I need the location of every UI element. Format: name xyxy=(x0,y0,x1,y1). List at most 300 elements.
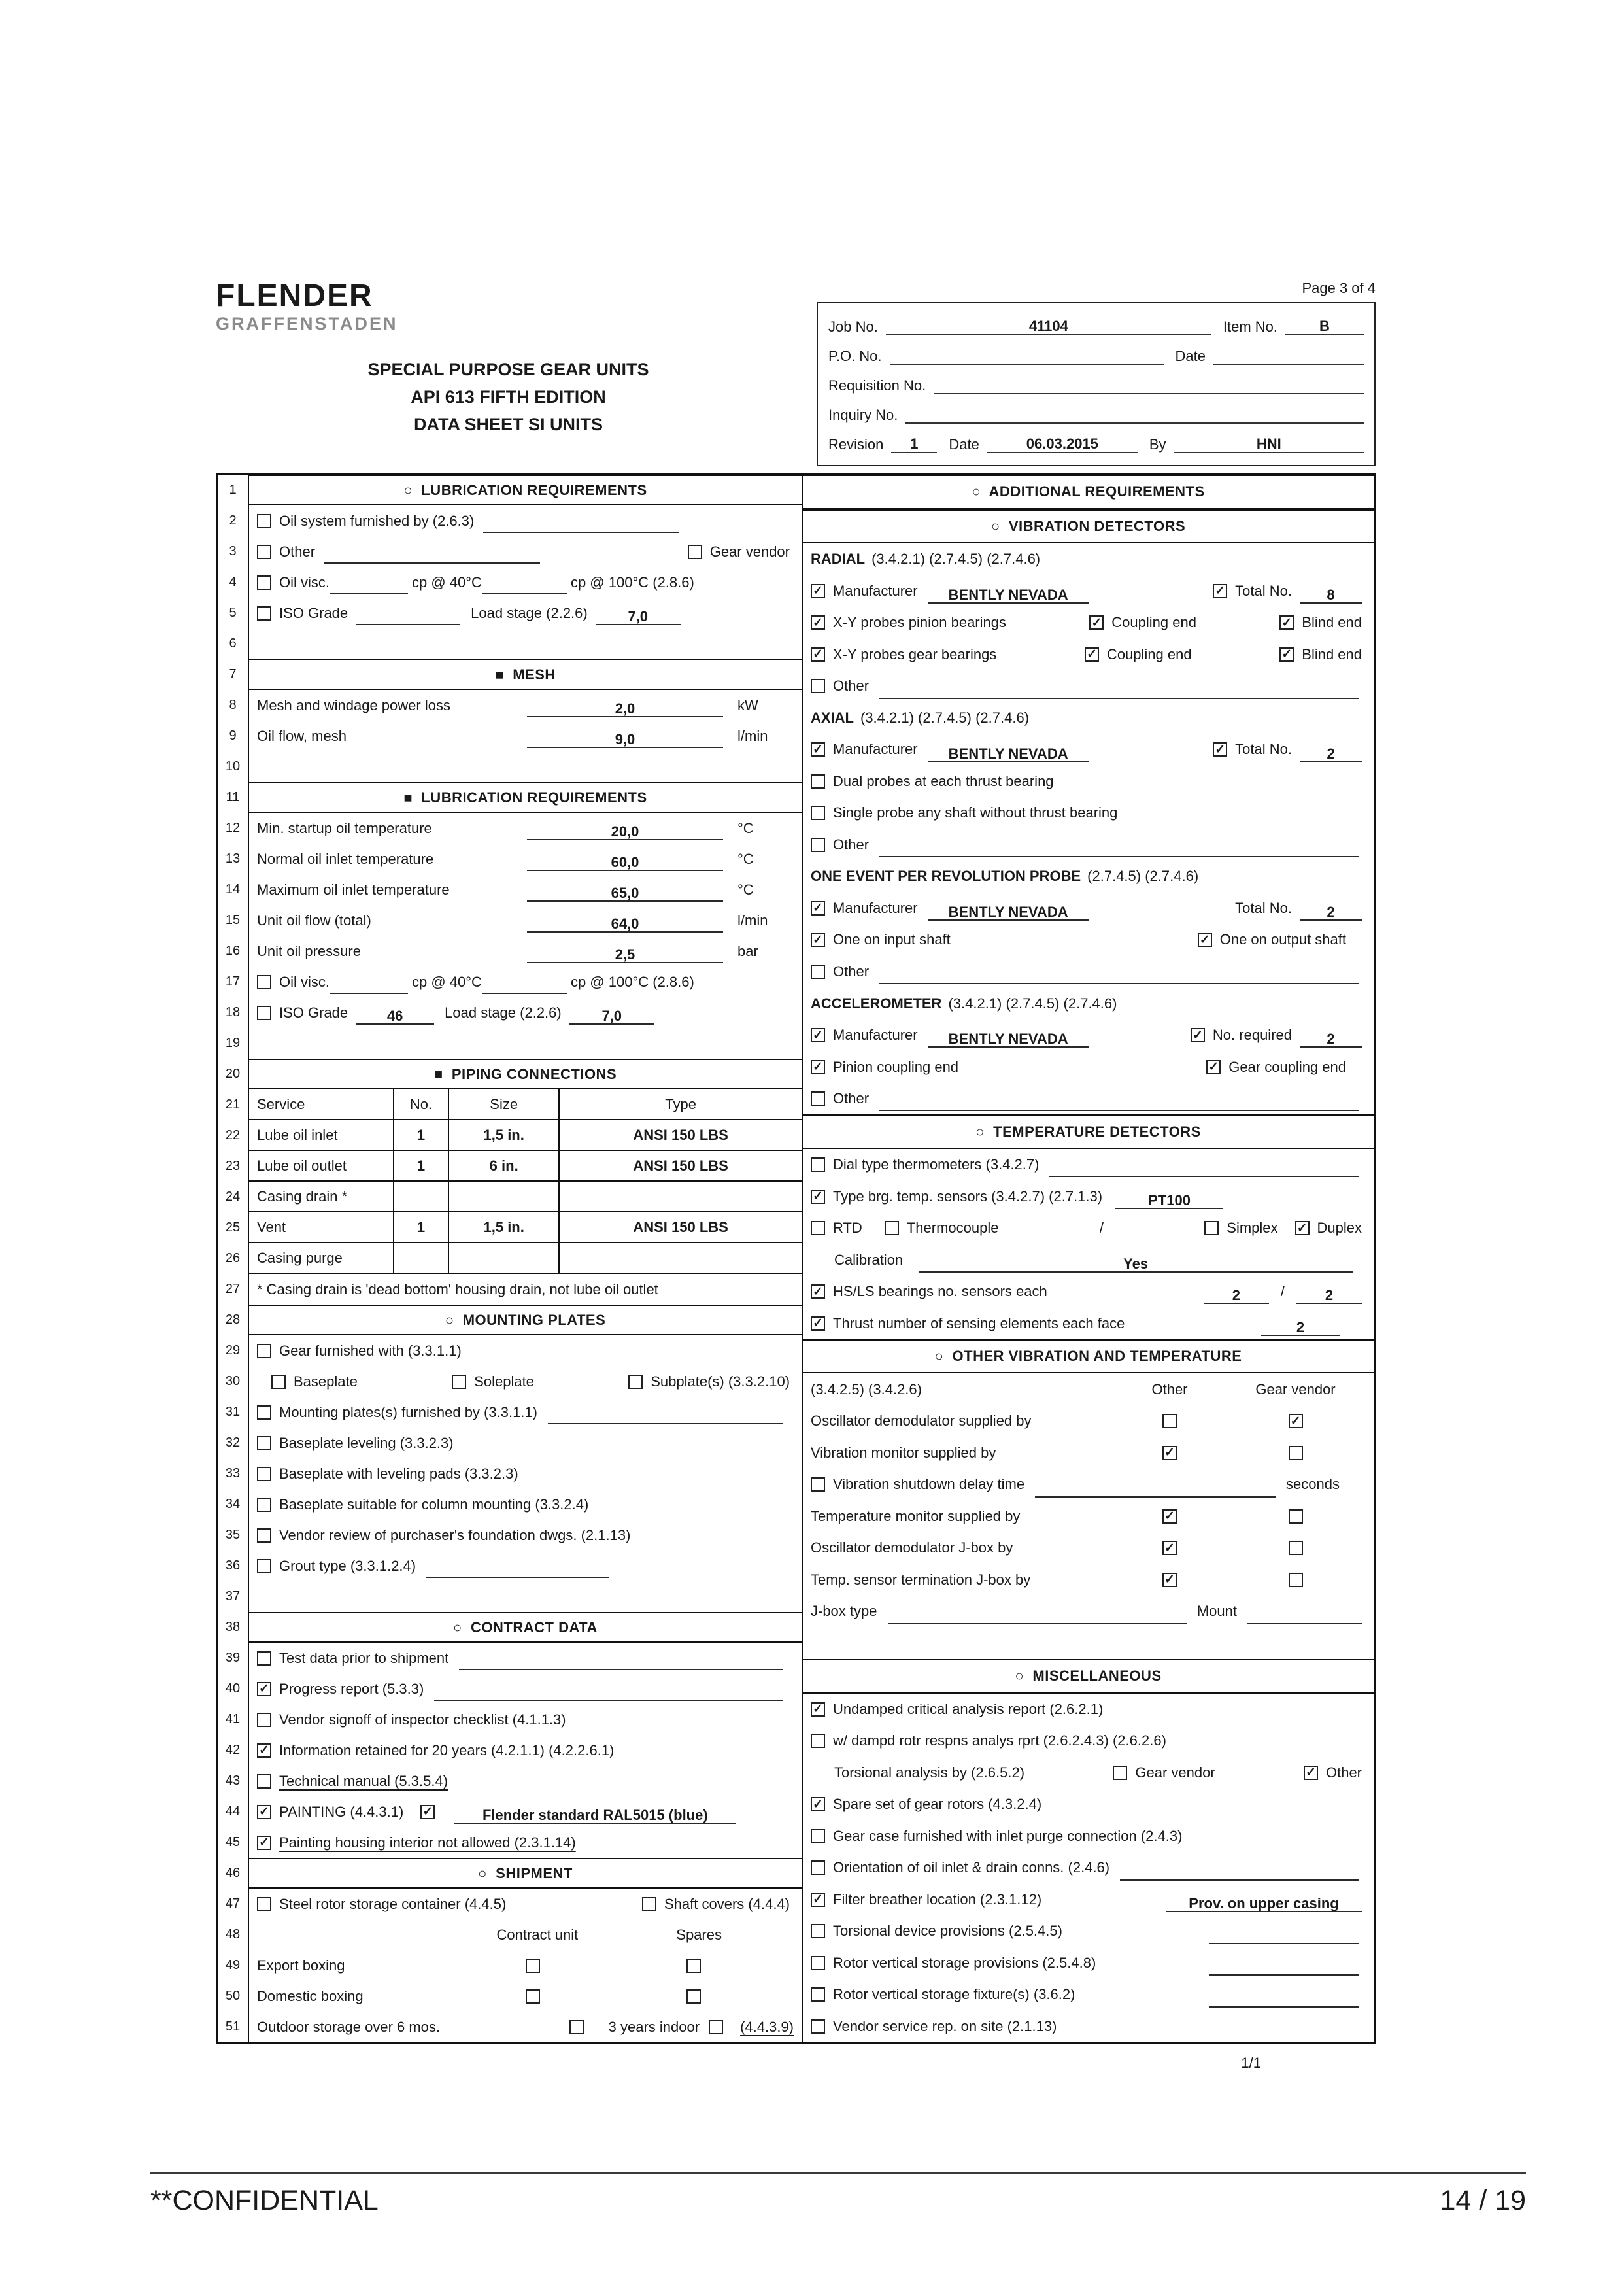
form-row xyxy=(803,639,1374,671)
checkbox[interactable] xyxy=(257,545,271,559)
label: Subplate(s) (3.3.2.10) xyxy=(651,1373,790,1390)
form-row xyxy=(803,1501,1374,1533)
checkbox-checked[interactable]: ✓ xyxy=(257,1743,271,1758)
label: X-Y probes pinion bearings xyxy=(833,614,1006,631)
fill-in-value[interactable]: 64,0 xyxy=(527,910,723,933)
fill-in-value[interactable] xyxy=(330,972,408,994)
checkbox-checked[interactable]: ✓ xyxy=(811,1284,825,1299)
row-number: 12 xyxy=(218,813,249,844)
form-row xyxy=(803,1628,1374,1660)
checkbox-checked[interactable]: ✓ xyxy=(1162,1573,1177,1587)
row-number: 45 xyxy=(218,1827,249,1858)
checkbox[interactable] xyxy=(811,1091,825,1106)
form-row xyxy=(218,536,802,567)
form-row xyxy=(803,1979,1374,2011)
label: Other xyxy=(279,543,316,560)
label: ACCELEROMETER xyxy=(811,995,942,1012)
row-number: 40 xyxy=(218,1673,249,1704)
checkbox[interactable] xyxy=(811,1829,825,1843)
fill-in-value[interactable]: 2,0 xyxy=(527,695,723,717)
checkbox[interactable] xyxy=(811,1157,825,1172)
checkbox[interactable] xyxy=(1289,1446,1303,1460)
label: Oil visc. xyxy=(279,574,330,591)
row-number: 27 xyxy=(218,1274,249,1305)
row-number: 47 xyxy=(218,1889,249,1919)
label: Information retained for 20 years (4.2.1.1) (4.2.2.6.1) xyxy=(279,1741,615,1758)
row-number: 11 xyxy=(218,782,249,813)
label: Export boxing xyxy=(257,1957,345,1974)
label: Baseplate with leveling pads (3.3.2.3) xyxy=(279,1465,518,1482)
checkbox[interactable] xyxy=(811,1987,825,2002)
fill-in-value[interactable] xyxy=(1247,1602,1362,1624)
fill-in-value[interactable]: BENTLY NEVADA xyxy=(928,1025,1089,1048)
label: Shaft covers (4.4.4) xyxy=(664,1895,790,1912)
checkbox-checked[interactable]: ✓ xyxy=(1213,742,1227,757)
label: Normal oil inlet temperature xyxy=(257,850,434,867)
checkbox-checked[interactable]: ✓ xyxy=(1279,615,1294,630)
checkbox-checked[interactable]: ✓ xyxy=(811,1702,825,1717)
label: X-Y probes gear bearings xyxy=(833,645,997,662)
checkbox-checked[interactable]: ✓ xyxy=(811,1893,825,1907)
form-row xyxy=(803,893,1374,925)
form-row xyxy=(218,1366,802,1397)
form-row xyxy=(218,874,802,905)
form-row xyxy=(803,1469,1374,1501)
fill-in-value[interactable] xyxy=(879,677,1359,699)
po-no-value[interactable] xyxy=(890,345,1164,365)
form-row-content xyxy=(249,1796,802,1827)
column-header: Other xyxy=(1151,1380,1188,1397)
form-row xyxy=(803,1244,1374,1276)
checkbox-checked[interactable]: ✓ xyxy=(1295,1221,1310,1235)
label: Thermocouple xyxy=(906,1220,999,1237)
fill-in-value[interactable]: PT100 xyxy=(1115,1187,1223,1209)
fill-in-value[interactable]: 7,0 xyxy=(569,1002,654,1025)
fill-in-value[interactable] xyxy=(1049,1155,1359,1177)
label: ISO Grade xyxy=(279,604,348,621)
row-number: 15 xyxy=(218,905,249,936)
label: Spares xyxy=(676,1926,722,1943)
form-row xyxy=(218,1397,802,1428)
checkbox[interactable] xyxy=(569,2020,584,2034)
label: Progress report (5.3.3) xyxy=(279,1680,424,1697)
form-row-content xyxy=(249,2012,802,2042)
checkbox[interactable] xyxy=(1113,1766,1127,1780)
revision-date-label: Date xyxy=(949,436,979,453)
checkbox-checked[interactable]: ✓ xyxy=(1198,933,1212,947)
fill-in-value[interactable]: 20,0 xyxy=(527,818,723,840)
by-value[interactable]: HNI xyxy=(1174,434,1364,453)
form-row xyxy=(218,1858,802,1889)
checkbox-checked[interactable]: ✓ xyxy=(1279,647,1294,662)
checkbox[interactable] xyxy=(628,1375,643,1389)
row-number: 33 xyxy=(218,1458,249,1489)
row-number: 30 xyxy=(218,1366,249,1397)
job-line-4 xyxy=(828,397,1364,426)
row-number: 4 xyxy=(218,567,249,598)
row-number: 48 xyxy=(218,1919,249,1950)
fill-in-value[interactable]: 60,0 xyxy=(527,849,723,871)
fill-in-value[interactable]: 46 xyxy=(356,1002,434,1025)
fill-in-value[interactable] xyxy=(356,603,460,625)
form-row xyxy=(218,1520,802,1551)
checkbox[interactable] xyxy=(686,1959,701,1973)
label: Coupling end xyxy=(1111,614,1196,631)
grid-cell xyxy=(1225,1541,1366,1555)
piping-cell: Casing purge xyxy=(257,1249,343,1266)
piping-cell xyxy=(558,1243,802,1273)
row-number: 29 xyxy=(218,1335,249,1366)
form-row xyxy=(803,1083,1374,1115)
label: / xyxy=(1280,1283,1285,1300)
section-header: ○ ADDITIONAL REQUIREMENTS xyxy=(803,475,1374,509)
checkbox[interactable] xyxy=(257,975,271,989)
fill-in-value[interactable] xyxy=(879,962,1359,984)
checkbox[interactable] xyxy=(526,1989,540,2004)
revision-label: Revision xyxy=(828,436,884,453)
checkbox[interactable] xyxy=(257,1467,271,1481)
label: Load stage (2.2.6) xyxy=(471,604,588,621)
piping-cell: No. xyxy=(393,1089,448,1119)
fill-in-value[interactable] xyxy=(482,572,567,594)
item-no-value[interactable]: B xyxy=(1285,316,1364,335)
label: Dual probes at each thrust bearing xyxy=(833,772,1054,789)
label: 3 years indoor xyxy=(608,2018,700,2035)
row-number: 21 xyxy=(218,1089,249,1120)
checkbox-checked[interactable]: ✓ xyxy=(811,1028,825,1042)
fill-in-value[interactable]: BENTLY NEVADA xyxy=(928,899,1089,921)
label: (2.7.4.5) (2.7.4.6) xyxy=(1087,868,1199,885)
label: Vendor signoff of inspector checklist (4.1.1.3) xyxy=(279,1711,566,1728)
datasheet-table xyxy=(216,473,1376,2044)
checkbox[interactable] xyxy=(709,2020,723,2034)
fill-in-value[interactable] xyxy=(330,572,408,594)
checkbox[interactable] xyxy=(811,806,825,820)
form-row xyxy=(218,1889,802,1919)
checkbox[interactable] xyxy=(257,1436,271,1450)
checkbox[interactable] xyxy=(811,1924,825,1938)
checkbox[interactable] xyxy=(257,1897,271,1911)
piping-cell xyxy=(448,1243,558,1273)
checkbox-checked[interactable]: ✓ xyxy=(1213,584,1227,598)
unit-label: l/min xyxy=(737,912,768,929)
checkbox-checked[interactable]: ✓ xyxy=(811,1060,825,1074)
form-row xyxy=(218,1796,802,1827)
fill-in-value[interactable]: 8 xyxy=(1300,581,1362,604)
form-row-content xyxy=(249,1028,802,1059)
checkbox[interactable] xyxy=(811,679,825,693)
fill-in-value[interactable]: 2,5 xyxy=(527,941,723,963)
form-row-content xyxy=(249,598,802,628)
checkbox[interactable] xyxy=(885,1221,899,1235)
fill-in-value[interactable] xyxy=(879,835,1359,857)
fill-in-value[interactable]: 2 xyxy=(1296,1282,1362,1304)
checkbox[interactable] xyxy=(688,545,702,559)
form-row xyxy=(218,1120,802,1151)
piping-cell: Service xyxy=(257,1095,305,1112)
row-number: 23 xyxy=(218,1151,249,1182)
form-row xyxy=(803,1212,1374,1244)
form-row xyxy=(803,734,1374,766)
section-header: ○ MISCELLANEOUS xyxy=(803,1659,1374,1694)
document-title xyxy=(216,356,801,439)
piping-table-row xyxy=(249,1120,802,1151)
form-row xyxy=(803,1307,1374,1339)
checkbox[interactable] xyxy=(257,606,271,621)
fill-in-value[interactable]: 2 xyxy=(1261,1314,1340,1336)
piping-cell xyxy=(393,1182,448,1211)
form-row xyxy=(218,1673,802,1704)
row-number: 49 xyxy=(218,1950,249,1981)
checkbox[interactable] xyxy=(811,838,825,852)
checkbox[interactable] xyxy=(257,575,271,590)
form-row xyxy=(218,1089,802,1120)
row-number: 13 xyxy=(218,844,249,874)
checkbox-checked[interactable]: ✓ xyxy=(1089,615,1104,630)
checkbox-checked[interactable]: ✓ xyxy=(811,647,825,662)
row-number: 28 xyxy=(218,1305,249,1335)
grid-cell xyxy=(1114,1541,1225,1555)
checkbox-checked[interactable]: ✓ xyxy=(1162,1509,1177,1524)
checkbox[interactable] xyxy=(811,774,825,789)
inquiry-no-value[interactable] xyxy=(905,404,1364,424)
form-row xyxy=(803,1947,1374,1979)
checkbox[interactable] xyxy=(811,965,825,979)
label: Other xyxy=(833,963,870,980)
checkbox-checked[interactable]: ✓ xyxy=(1162,1446,1177,1460)
checkbox-checked[interactable]: ✓ xyxy=(811,1316,825,1331)
label: (3.4.2.5) (3.4.2.6) xyxy=(811,1380,922,1397)
column-header: Gear vendor xyxy=(1255,1380,1336,1397)
fill-in-value[interactable] xyxy=(1209,1953,1359,1976)
checkbox[interactable] xyxy=(257,1713,271,1727)
label: Coupling end xyxy=(1106,645,1192,662)
checkbox-checked[interactable]: ✓ xyxy=(257,1805,271,1819)
row-number: 42 xyxy=(218,1735,249,1766)
fill-in-value[interactable] xyxy=(888,1602,1187,1624)
label: Vibration monitor supplied by xyxy=(811,1444,996,1461)
checkbox[interactable] xyxy=(257,1528,271,1543)
checkbox-checked[interactable]: ✓ xyxy=(811,584,825,598)
inquiry-no-label: Inquiry No. xyxy=(828,407,898,423)
checkbox-checked[interactable]: ✓ xyxy=(1289,1414,1303,1428)
checkbox-checked[interactable]: ✓ xyxy=(1304,1766,1318,1780)
checkbox[interactable] xyxy=(271,1375,286,1389)
label: Baseplate leveling (3.3.2.3) xyxy=(279,1434,454,1451)
fill-in-value[interactable]: 65,0 xyxy=(527,880,723,902)
revision-date-value[interactable]: 06.03.2015 xyxy=(987,434,1138,453)
fill-in-value[interactable]: 2 xyxy=(1204,1282,1269,1304)
form-row-content xyxy=(249,1551,802,1581)
checkbox[interactable] xyxy=(1289,1541,1303,1555)
fill-in-value[interactable] xyxy=(1120,1859,1359,1881)
requisition-no-label: Requisition No. xyxy=(828,377,926,394)
checkbox-checked[interactable]: ✓ xyxy=(811,615,825,630)
form-row xyxy=(803,956,1374,988)
checkbox-checked[interactable]: ✓ xyxy=(257,1682,271,1696)
form-row xyxy=(803,1821,1374,1853)
form-row-content xyxy=(249,690,802,721)
fill-in-value[interactable] xyxy=(459,1648,783,1670)
fill-in-value[interactable]: 2 xyxy=(1300,1025,1362,1048)
checkbox[interactable] xyxy=(257,1344,271,1358)
label: ISO Grade xyxy=(279,1004,348,1021)
piping-cell: 1 xyxy=(393,1212,448,1242)
fill-in-value[interactable] xyxy=(1209,1922,1359,1944)
fill-in-value[interactable]: BENTLY NEVADA xyxy=(928,740,1089,762)
fill-in-value[interactable]: Prov. on upper casing xyxy=(1166,1890,1362,1912)
form-row xyxy=(218,1243,802,1274)
label: Total No. xyxy=(1235,899,1292,916)
fill-in-value[interactable] xyxy=(482,972,567,994)
fill-in-value[interactable] xyxy=(1209,1985,1359,2008)
checkbox-checked[interactable]: ✓ xyxy=(811,1190,825,1204)
form-row xyxy=(218,1981,802,2012)
row-number: 19 xyxy=(218,1028,249,1059)
form-row xyxy=(218,1182,802,1212)
label: One on input shaft xyxy=(833,931,951,948)
checkbox[interactable] xyxy=(1162,1414,1177,1428)
piping-cell: Lube oil outlet xyxy=(257,1157,347,1174)
right-column xyxy=(803,475,1374,2042)
label: Rotor vertical storage fixture(s) (3.6.2) xyxy=(833,1986,1075,2003)
form-row xyxy=(803,1915,1374,1947)
header-right xyxy=(801,280,1376,466)
label: Unit oil pressure xyxy=(257,942,361,959)
checkbox[interactable] xyxy=(257,1651,271,1666)
form-row xyxy=(218,721,802,751)
checkbox[interactable] xyxy=(1289,1509,1303,1524)
fill-in-value[interactable] xyxy=(483,511,679,533)
form-row xyxy=(803,1149,1374,1181)
checkbox[interactable] xyxy=(642,1897,656,1911)
checkbox[interactable] xyxy=(811,1956,825,1970)
checkbox[interactable] xyxy=(811,1860,825,1875)
checkbox[interactable] xyxy=(811,1221,825,1235)
form-row xyxy=(218,813,802,844)
piping-cell: Type xyxy=(558,1089,802,1119)
fill-in-value[interactable] xyxy=(426,1556,609,1578)
checkbox-checked[interactable]: ✓ xyxy=(1085,647,1099,662)
row-number: 34 xyxy=(218,1489,249,1520)
fill-in-value[interactable]: 2 xyxy=(1300,740,1362,762)
fill-in-value[interactable] xyxy=(434,1679,783,1701)
checkbox[interactable] xyxy=(257,1774,271,1789)
checkbox-checked[interactable]: ✓ xyxy=(811,742,825,757)
checkbox[interactable] xyxy=(1289,1573,1303,1587)
date-value[interactable] xyxy=(1213,345,1364,365)
label: Total No. xyxy=(1235,741,1292,758)
fill-in-value[interactable]: Flender standard RAL5015 (blue) xyxy=(454,1802,736,1824)
row-number: 22 xyxy=(218,1120,249,1151)
label: Manufacturer xyxy=(833,582,918,599)
form-row xyxy=(803,1564,1374,1596)
checkbox[interactable] xyxy=(526,1959,540,1973)
label: Orientation of oil inlet & drain conns. (2.4.6) xyxy=(833,1859,1110,1876)
fill-in-value[interactable]: 9,0 xyxy=(527,726,723,748)
label: One on output shaft xyxy=(1219,931,1346,948)
item-no-label: Item No. xyxy=(1223,318,1277,335)
label: RADIAL xyxy=(811,551,866,568)
label: Baseplate suitable for column mounting (3.3.2.4) xyxy=(279,1496,589,1513)
form-row xyxy=(803,797,1374,829)
row-number: 6 xyxy=(218,628,249,659)
checkbox-checked[interactable]: ✓ xyxy=(257,1836,271,1850)
checkbox[interactable] xyxy=(811,1734,825,1748)
fill-in-value[interactable]: BENTLY NEVADA xyxy=(928,581,1089,604)
form-row xyxy=(218,1950,802,1981)
checkbox-checked[interactable]: ✓ xyxy=(420,1805,435,1819)
grid-cell xyxy=(1114,1509,1225,1524)
checkbox-checked[interactable]: ✓ xyxy=(811,1797,825,1811)
label: AXIAL xyxy=(811,709,854,726)
form-row xyxy=(218,1612,802,1643)
checkbox[interactable] xyxy=(257,1498,271,1512)
fill-in-value[interactable] xyxy=(324,541,540,564)
label: Dial type thermometers (3.4.2.7) xyxy=(833,1156,1040,1173)
form-row xyxy=(803,2011,1374,2043)
checkbox[interactable] xyxy=(257,1559,271,1573)
fill-in-value[interactable] xyxy=(1035,1475,1276,1498)
unit-label: °C xyxy=(737,850,754,867)
label: Painting housing interior not allowed (2.3.1.14) xyxy=(279,1834,576,1851)
label: RTD xyxy=(833,1220,862,1237)
checkbox[interactable] xyxy=(257,1405,271,1420)
requisition-no-value[interactable] xyxy=(934,375,1364,394)
checkbox-checked[interactable]: ✓ xyxy=(1191,1028,1205,1042)
form-row-content xyxy=(249,1919,802,1950)
checkbox-checked[interactable]: ✓ xyxy=(811,901,825,916)
checkbox[interactable] xyxy=(811,2019,825,2034)
checkbox[interactable] xyxy=(686,1989,701,2004)
piping-table-row xyxy=(249,1089,802,1120)
row-number: 2 xyxy=(218,505,249,536)
checkbox-checked[interactable]: ✓ xyxy=(1162,1541,1177,1555)
piping-cell: Casing drain * xyxy=(257,1188,348,1205)
form-row xyxy=(218,1827,802,1858)
job-no-value[interactable]: 41104 xyxy=(886,316,1211,335)
doc-title-line1: SPECIAL PURPOSE GEAR UNITS xyxy=(367,360,649,380)
fill-in-value[interactable]: 7,0 xyxy=(596,603,681,625)
form-row xyxy=(218,1151,802,1182)
checkbox-checked[interactable]: ✓ xyxy=(1206,1060,1221,1074)
job-line-3 xyxy=(828,368,1364,397)
checkbox[interactable] xyxy=(811,1477,825,1492)
checkbox-checked[interactable]: ✓ xyxy=(811,933,825,947)
fill-in-value[interactable] xyxy=(548,1402,783,1424)
unit-label: bar xyxy=(737,942,758,959)
row-number: 7 xyxy=(218,659,249,690)
job-line-1 xyxy=(828,309,1364,338)
label: Gear vendor xyxy=(709,543,790,560)
piping-cell: Size xyxy=(448,1089,558,1119)
checkbox[interactable] xyxy=(1204,1221,1219,1235)
label: J-box type xyxy=(811,1603,877,1620)
revision-value[interactable]: 1 xyxy=(891,434,937,453)
fill-in-value[interactable] xyxy=(879,1089,1359,1111)
checkbox[interactable] xyxy=(257,514,271,528)
label: ONE EVENT PER REVOLUTION PROBE xyxy=(811,868,1081,885)
graffenstaden-logo: GRAFFENSTADEN xyxy=(216,314,398,334)
fill-in-value[interactable]: Yes xyxy=(919,1250,1353,1273)
checkbox[interactable] xyxy=(452,1375,466,1389)
fill-in-value[interactable]: 2 xyxy=(1300,899,1362,921)
label: cp @ 40°C xyxy=(412,574,482,591)
label: Oil flow, mesh xyxy=(257,727,347,744)
checkbox[interactable] xyxy=(257,1006,271,1020)
section-header: ■ PIPING CONNECTIONS xyxy=(249,1059,802,1089)
form-row xyxy=(218,1581,802,1612)
